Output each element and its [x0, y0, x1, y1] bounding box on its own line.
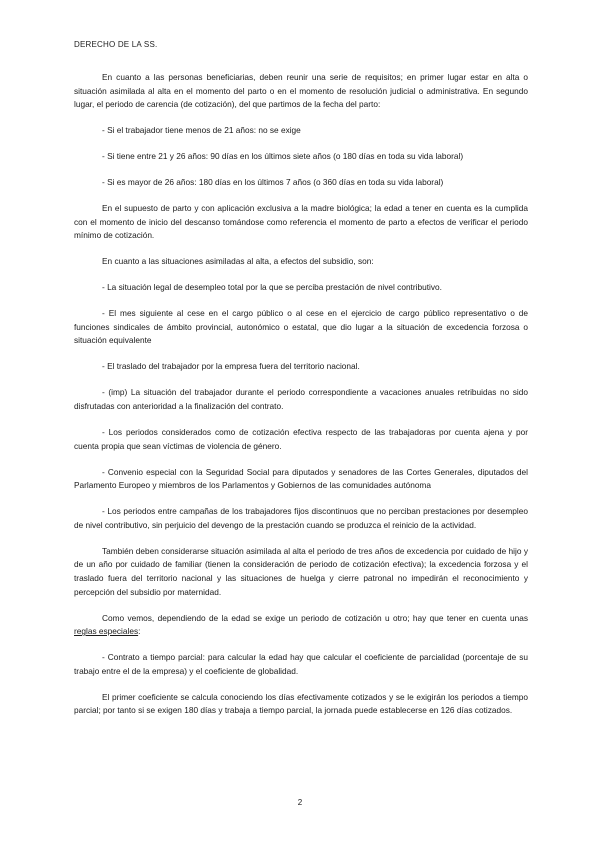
- list-item-cargo-publico: - El mes siguiente al cese en el cargo público o al cese en el ejercicio de cargo público representativo o de funciones sindicales de ámbito provincial, autonómico o estatal, que dio lugar a la situación de excedencia forzosa o situación equivalente: [74, 308, 528, 346]
- underlined-term: reglas especiales: [74, 626, 139, 637]
- list-item-21-26: - Si tiene entre 21 y 26 años: 90 días en los últimos siete años (o 180 días en toda su vida laboral): [102, 151, 464, 162]
- running-header: DERECHO DE LA SS.: [74, 40, 158, 49]
- list-item-fijos-discontinuos: - Los periodos entre campañas de los trabajadores fijos discontinuos que no perciban prestaciones por desempleo de nivel contributivo, sin perjuicio del devengo de la prestación cuando se produzca el reinicio de la actividad.: [74, 506, 528, 530]
- list-item-menos-21: - Si el trabajador tiene menos de 21 años: no se exige: [102, 125, 301, 136]
- list-item-violencia-genero: - Los periodos considerados como de cotización efectiva respecto de las trabajadoras por cuenta ajena y por cuenta propia que sean víctimas de violencia de género.: [74, 427, 528, 451]
- paragraph-text: :: [138, 626, 141, 637]
- paragraph-supuesto-parto: En el supuesto de parto y con aplicación exclusiva a la madre biológica; la edad a tener en cuenta es la cumplida con el momento de inicio del descanso tomándose como referencia el momento de parto a efectos de verificar el periodo mínimo de cotización.: [74, 203, 528, 241]
- page-number: 2: [297, 798, 303, 807]
- list-item-vacaciones: - (imp) La situación del trabajador durante el periodo correspondiente a vacaciones anuales retribuidas no sido disfrutadas con anterioridad a la finalización del contrato.: [74, 387, 528, 412]
- paragraph-text: Como vemos, dependiendo de la edad se exige un periodo de cotización u otro; hay que tener en cuenta unas: [102, 612, 528, 623]
- list-item-desempleo: - La situación legal de desempleo total por la que se perciba prestación de nivel contributivo.: [102, 282, 442, 293]
- paragraph-primer-coeficiente: El primer coeficiente se calcula conociendo los días efectivamente cotizados y se le exigirán los periodos a tiempo parcial; por tanto si se exigen 180 días y trabaja a tiempo parcial, la jornada puede establecerse en 126 días cotizados.: [74, 691, 528, 716]
- list-item-tiempo-parcial: - Contrato a tiempo parcial: para calcular la edad hay que calcular el coeficiente de parcialidad (porcentaje de su trabajo entre el de la empresa) y el coeficiente de globalidad.: [74, 652, 528, 676]
- paragraph-reglas-especiales: [74, 612, 528, 639]
- list-item-convenio-especial: - Convenio especial con la Seguridad Social para diputados y senadores de las Cortes Generales, diputados del Parlamento Europeo y miembros de los Parlamentos y Gobiernos de las comunidades autónoma: [74, 466, 528, 491]
- paragraph-situaciones-asimiladas: En cuanto a las situaciones asimiladas al alta, a efectos del subsidio, son:: [102, 256, 374, 267]
- paragraph-beneficiarias: En cuanto a las personas beneficiarias, deben reunir una serie de requisitos; en primer lugar estar en alta o situación asimilada al alta en el momento del parto o en el momento de resolución judicial o administrativa. En segundo lugar, el periodo de carencia (de cotización), del que partimos de la fecha del parto:: [74, 72, 528, 110]
- paragraph-excedencia: También deben considerarse situación asimilada al alta el periodo de tres años de excedencia por cuidado de hijo y de un año por cuidado de familiar (tienen la consideración de periodo de cotización efectiva); la excedencia forzosa y el traslado fuera del territorio nacional y las situaciones de huelga y cierre patronal no impedirán el reconocimiento y percepción del subsidio por maternidad.: [74, 545, 528, 597]
- list-item-traslado: - El traslado del trabajador por la empresa fuera del territorio nacional.: [102, 361, 360, 372]
- list-item-mayor-26: - Si es mayor de 26 años: 180 días en los últimos 7 años (o 360 días en toda su vida laboral): [102, 177, 444, 188]
- document-body: [74, 71, 528, 730]
